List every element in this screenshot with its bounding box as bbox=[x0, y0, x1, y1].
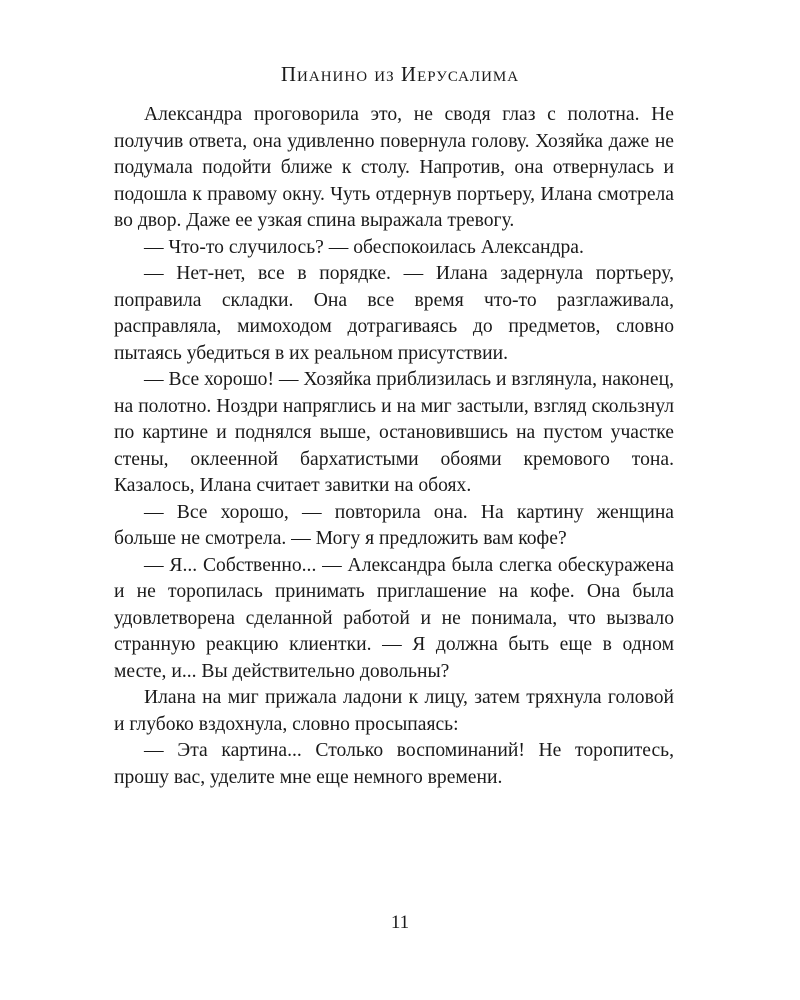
paragraph: — Что-то случилось? — обеспокоилась Александра. bbox=[144, 236, 584, 258]
page-number: 11 bbox=[390, 912, 410, 933]
paragraph: — Нет-нет, все в порядке. — Илана задернула портьеру, поправила складки. Она все время что-то разглаживала, расправляла, мимоходом дотрагиваясь до предметов, словно пытаясь убедиться в их реальном присутствии. bbox=[114, 263, 674, 364]
paragraph: — Я... Собственно... — Александра была слегка обескуражена и не торопилась принимать приглашение на кофе. Она была удовлетворена сделанной работой и не понимала, что вызвало странную реакцию клиентки. — Я должна быть еще в одном месте, и... Вы действительно довольны? bbox=[114, 554, 674, 682]
paragraph: — Все хорошо, — повторила она. На картину женщина больше не смотрела. — Могу я предложить вам кофе? bbox=[114, 501, 674, 549]
paragraph: — Все хорошо! — Хозяйка приблизилась и взглянула, наконец, на полотно. Ноздри напряглись и на миг застыли, взгляд скользнул по картине и поднялся выше, остановившись на пустом участке стены, оклеенной бархатистыми обоями кремового тона. Казалось, Илана считает завитки на обоях. bbox=[114, 369, 674, 496]
paragraph: — Эта картина... Столько воспоминаний! Не торопитесь, прошу вас, уделите мне еще немного времени. bbox=[114, 740, 674, 788]
paragraph: Илана на миг прижала ладони к лицу, затем тряхнула головой и глубоко вздохнула, словно просыпаясь: bbox=[114, 687, 674, 735]
running-header: Пианино из Иерусалима bbox=[280, 62, 520, 86]
text-block bbox=[114, 102, 674, 791]
paragraph: Александра проговорила это, не сводя глаз с полотна. Не получив ответа, она удивленно повернула голову. Хозяйка даже не подумала подойти ближе к столу. Напротив, она отвернулась и подошла к правому окну. Чуть отдернув портьеру, Илана смотрела во двор. Даже ее узкая спина выражала тревогу. bbox=[114, 104, 674, 231]
